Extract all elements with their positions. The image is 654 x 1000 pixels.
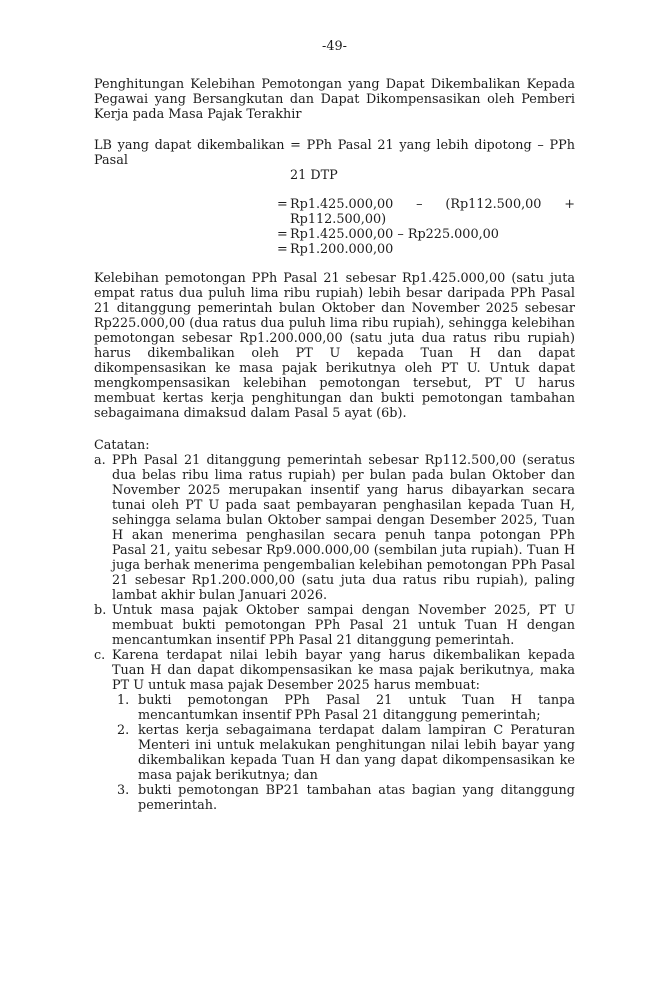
page-number: -49- <box>322 39 347 54</box>
equation-row <box>277 212 575 227</box>
subnote-item-3 <box>117 783 575 813</box>
note-text: Karena terdapat nilai lebih bayar yang harus dikembalikan kepada Tuan H dan dapat dikompensasikan ke masa pajak berikutnya, maka PT U untuk masa pajak Desember 2025 harus membuat: <box>112 648 575 693</box>
subnote-text: bukti pemotongan PPh Pasal 21 untuk Tuan H tanpa mencantumkan insentif PPh Pasal 21 ditanggung pemerintah; <box>138 693 575 723</box>
formula-line-2: 21 DTP <box>290 168 338 183</box>
equation-text: Rp1.425.000,00 – Rp225.000,00 <box>290 227 499 242</box>
equals-sign: = <box>277 197 288 212</box>
equation-text: Rp112.500,00) <box>290 212 387 227</box>
note-item-c <box>94 648 575 813</box>
equals-sign: = <box>277 227 288 242</box>
note-item-a <box>94 453 575 603</box>
equals-sign <box>277 212 290 227</box>
equation-row <box>277 197 575 212</box>
subnote-text: kertas kerja sebagaimana terdapat dalam lampiran C Peraturan Menteri ini untuk melakukan penghitungan nilai lebih bayar yang dikembalikan kepada Tuan H dan yang dapat dikompensasikan ke masa pajak berikutnya; dan <box>138 723 575 783</box>
note-marker: b. <box>94 603 107 618</box>
equation-text: Rp1.425.000,00 – (Rp112.500,00 + <box>290 197 575 212</box>
equation-row <box>277 227 575 242</box>
section-heading: Penghitungan Kelebihan Pemotongan yang Dapat Dikembalikan Kepada Pegawai yang Bersangkutan dan Dapat Dikompensasikan oleh Pemberi Kerja pada Masa Pajak Terakhir <box>94 77 575 122</box>
body-paragraph: Kelebihan pemotongan PPh Pasal 21 sebesar Rp1.425.000,00 (satu juta empat ratus dua puluh lima ribu rupiah) lebih besar daripada PPh Pasal 21 ditanggung pemerintah bulan Oktober dan November 2025 sebesar Rp225.000,00 (dua ratus dua puluh lima ribu rupiah), sehingga kelebihan pemotongan sebesar Rp1.200.000,00 (satu juta dua ratus ribu rupiah) harus dikembalikan oleh PT U kepada Tuan H dan dapat dikompensasikan ke masa pajak berikutnya oleh PT U. Untuk dapat mengkompensasikan kelebihan pemotongan tersebut, PT U harus membuat kertas kerja penghitungan dan bukti pemotongan tambahan sebagaimana dimaksud dalam Pasal 5 ayat (6b). <box>94 271 575 421</box>
note-text: PPh Pasal 21 ditanggung pemerintah sebesar Rp112.500,00 (seratus dua belas ribu lima ratus rupiah) per bulan pada bulan Oktober dan November 2025 merupakan insentif yang harus dibayarkan secara tunai oleh PT U pada saat pembayaran penghasilan kepada Tuan H, sehingga selama bulan Oktober sampai dengan Desember 2025, Tuan H akan menerima penghasilan secara penuh tanpa potongan PPh Pasal 21, yaitu sebesar Rp9.000.000,00 (sembilan juta rupiah). Tuan H juga berhak menerima pengembalian kelebihan pemotongan PPh Pasal 21 sebesar Rp1.200.000,00 (satu juta dua ratus ribu rupiah), paling lambat akhir bulan Januari 2026. <box>112 453 575 603</box>
note-marker: c. <box>94 648 106 663</box>
equation-text: Rp1.200.000,00 <box>290 242 394 257</box>
subnote-marker: 3. <box>117 783 130 798</box>
note-text: Untuk masa pajak Oktober sampai dengan November 2025, PT U membuat bukti pemotongan PPh Pasal 21 untuk Tuan H dengan mencantumkan insentif PPh Pasal 21 ditanggung pemerintah. <box>112 603 575 648</box>
subnote-text: bukti pemotongan BP21 tambahan atas bagian yang ditanggung pemerintah. <box>138 783 575 813</box>
equation-block <box>277 197 575 257</box>
subnote-marker: 2. <box>117 723 130 738</box>
formula-line-1: LB yang dapat dikembalikan = PPh Pasal 21 yang lebih dipotong – PPh Pasal <box>94 138 575 168</box>
subnote-item-2 <box>117 723 575 783</box>
equals-sign: = <box>277 242 288 257</box>
formula-definition <box>94 138 575 183</box>
equation-row <box>277 242 575 257</box>
note-item-b <box>94 603 575 648</box>
subnote-item-1 <box>117 693 575 723</box>
subnote-marker: 1. <box>117 693 130 708</box>
notes-section <box>94 438 575 813</box>
note-marker: a. <box>94 453 106 468</box>
notes-label: Catatan: <box>94 438 150 453</box>
